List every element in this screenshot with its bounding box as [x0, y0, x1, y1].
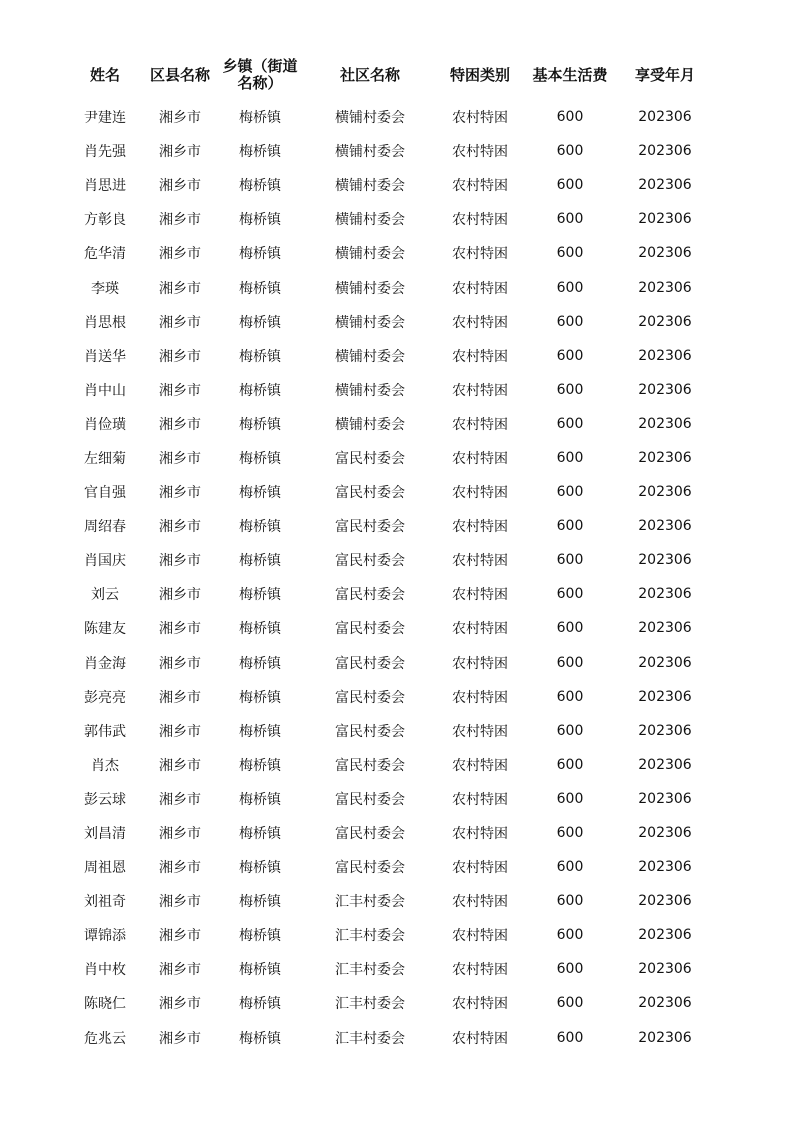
cell-county: 湘乡市 [159, 178, 201, 195]
cell-community: 富民村委会 [335, 485, 405, 502]
cell-county: 湘乡市 [159, 826, 201, 843]
cell-name: 肖先强 [84, 144, 126, 161]
cell-month: 202306 [638, 381, 692, 398]
cell-community: 富民村委会 [335, 519, 405, 536]
cell-fee: 600 [556, 825, 584, 842]
table-row [70, 202, 710, 236]
cell-county: 湘乡市 [159, 348, 201, 365]
cell-town: 梅桥镇 [239, 826, 281, 843]
cell-month: 202306 [638, 552, 692, 569]
table-row [70, 407, 710, 441]
cell-name: 肖国庆 [84, 553, 126, 570]
cell-category: 农村特困 [452, 485, 508, 502]
cell-town: 梅桥镇 [239, 246, 281, 263]
cell-town: 梅桥镇 [239, 928, 281, 945]
cell-community: 富民村委会 [335, 757, 405, 774]
cell-fee: 600 [556, 620, 584, 637]
cell-fee: 600 [556, 654, 584, 671]
cell-fee: 600 [556, 381, 584, 398]
cell-county: 湘乡市 [159, 655, 201, 672]
table-body [70, 100, 710, 1055]
cell-name: 肖俭璜 [84, 416, 126, 433]
cell-county: 湘乡市 [159, 621, 201, 638]
cell-community: 汇丰村委会 [335, 962, 405, 979]
cell-county: 湘乡市 [159, 996, 201, 1013]
cell-community: 横铺村委会 [335, 416, 405, 433]
cell-fee: 600 [556, 927, 584, 944]
cell-fee: 600 [556, 552, 584, 569]
cell-county: 湘乡市 [159, 860, 201, 877]
cell-fee: 600 [556, 1029, 584, 1046]
cell-fee: 600 [556, 518, 584, 535]
cell-name: 李瑛 [91, 280, 119, 297]
cell-county: 湘乡市 [159, 212, 201, 229]
cell-town: 梅桥镇 [239, 621, 281, 638]
cell-month: 202306 [638, 109, 692, 126]
cell-county: 湘乡市 [159, 689, 201, 706]
cell-fee: 600 [556, 586, 584, 603]
cell-county: 湘乡市 [159, 382, 201, 399]
cell-town: 梅桥镇 [239, 280, 281, 297]
table-row [70, 373, 710, 407]
cell-town: 梅桥镇 [239, 655, 281, 672]
cell-community: 横铺村委会 [335, 382, 405, 399]
cell-category: 农村特困 [452, 382, 508, 399]
cell-town: 梅桥镇 [239, 110, 281, 127]
cell-month: 202306 [638, 313, 692, 330]
cell-fee: 600 [556, 961, 584, 978]
cell-town: 梅桥镇 [239, 791, 281, 808]
cell-month: 202306 [638, 449, 692, 466]
table-row [70, 509, 710, 543]
cell-month: 202306 [638, 245, 692, 262]
cell-month: 202306 [638, 995, 692, 1012]
cell-community: 富民村委会 [335, 826, 405, 843]
cell-month: 202306 [638, 722, 692, 739]
cell-community: 横铺村委会 [335, 280, 405, 297]
cell-county: 湘乡市 [159, 280, 201, 297]
cell-category: 农村特困 [452, 587, 508, 604]
cell-name: 危华清 [84, 246, 126, 263]
cell-name: 周祖恩 [84, 860, 126, 877]
cell-month: 202306 [638, 347, 692, 364]
table-row [70, 646, 710, 680]
header-fee: 基本生活费 [532, 65, 608, 84]
cell-month: 202306 [638, 688, 692, 705]
cell-town: 梅桥镇 [239, 450, 281, 467]
cell-community: 富民村委会 [335, 587, 405, 604]
cell-town: 梅桥镇 [239, 382, 281, 399]
cell-community: 富民村委会 [335, 450, 405, 467]
cell-county: 湘乡市 [159, 416, 201, 433]
cell-name: 彭云球 [84, 791, 126, 808]
cell-county: 湘乡市 [159, 757, 201, 774]
cell-community: 汇丰村委会 [335, 996, 405, 1013]
cell-name: 尹建连 [84, 110, 126, 127]
cell-category: 农村特困 [452, 553, 508, 570]
cell-category: 农村特困 [452, 894, 508, 911]
cell-category: 农村特困 [452, 723, 508, 740]
table-row [70, 475, 710, 509]
cell-fee: 600 [556, 109, 584, 126]
cell-county: 湘乡市 [159, 791, 201, 808]
cell-fee: 600 [556, 177, 584, 194]
cell-community: 横铺村委会 [335, 314, 405, 331]
table-row [70, 1021, 710, 1055]
cell-fee: 600 [556, 688, 584, 705]
cell-county: 湘乡市 [159, 314, 201, 331]
header-row [70, 50, 710, 100]
cell-category: 农村特困 [452, 621, 508, 638]
table-row [70, 168, 710, 202]
cell-county: 湘乡市 [159, 144, 201, 161]
cell-fee: 600 [556, 449, 584, 466]
cell-community: 汇丰村委会 [335, 1030, 405, 1047]
cell-county: 湘乡市 [159, 519, 201, 536]
cell-county: 湘乡市 [159, 723, 201, 740]
roster-table [70, 50, 710, 1055]
cell-fee: 600 [556, 347, 584, 364]
cell-county: 湘乡市 [159, 894, 201, 911]
cell-fee: 600 [556, 893, 584, 910]
cell-month: 202306 [638, 518, 692, 535]
cell-county: 湘乡市 [159, 587, 201, 604]
table-row [70, 611, 710, 645]
cell-month: 202306 [638, 790, 692, 807]
cell-community: 富民村委会 [335, 860, 405, 877]
cell-category: 农村特困 [452, 212, 508, 229]
cell-category: 农村特困 [452, 110, 508, 127]
cell-name: 肖杰 [91, 757, 119, 774]
table-row [70, 782, 710, 816]
cell-category: 农村特困 [452, 860, 508, 877]
header-month: 享受年月 [634, 65, 695, 84]
cell-town: 梅桥镇 [239, 587, 281, 604]
cell-town: 梅桥镇 [239, 689, 281, 706]
cell-town: 梅桥镇 [239, 553, 281, 570]
cell-name: 刘昌清 [84, 826, 126, 843]
table-row [70, 270, 710, 304]
cell-category: 农村特困 [452, 314, 508, 331]
cell-community: 富民村委会 [335, 655, 405, 672]
table-row [70, 748, 710, 782]
cell-name: 肖金海 [84, 655, 126, 672]
cell-month: 202306 [638, 927, 692, 944]
cell-name: 陈晓仁 [84, 996, 126, 1013]
table-row [70, 986, 710, 1020]
cell-town: 梅桥镇 [239, 519, 281, 536]
cell-name: 陈建友 [84, 621, 126, 638]
cell-month: 202306 [638, 143, 692, 160]
cell-month: 202306 [638, 654, 692, 671]
cell-category: 农村特困 [452, 962, 508, 979]
table-row [70, 100, 710, 134]
cell-county: 湘乡市 [159, 1030, 201, 1047]
cell-county: 湘乡市 [159, 110, 201, 127]
table-row [70, 441, 710, 475]
cell-fee: 600 [556, 859, 584, 876]
cell-town: 梅桥镇 [239, 894, 281, 911]
header-county: 区县名称 [149, 65, 210, 84]
table-row [70, 236, 710, 270]
cell-town: 梅桥镇 [239, 314, 281, 331]
cell-name: 肖思根 [84, 314, 126, 331]
cell-name: 谭锦添 [84, 928, 126, 945]
cell-community: 横铺村委会 [335, 212, 405, 229]
cell-category: 农村特困 [452, 416, 508, 433]
cell-fee: 600 [556, 995, 584, 1012]
cell-county: 湘乡市 [159, 246, 201, 263]
cell-fee: 600 [556, 415, 584, 432]
table-row [70, 918, 710, 952]
cell-category: 农村特困 [452, 826, 508, 843]
cell-name: 左细菊 [84, 450, 126, 467]
cell-town: 梅桥镇 [239, 212, 281, 229]
cell-town: 梅桥镇 [239, 723, 281, 740]
table-header [70, 50, 710, 100]
cell-month: 202306 [638, 177, 692, 194]
cell-fee: 600 [556, 313, 584, 330]
cell-category: 农村特困 [452, 519, 508, 536]
cell-town: 梅桥镇 [239, 1030, 281, 1047]
cell-name: 肖思进 [84, 178, 126, 195]
cell-community: 横铺村委会 [335, 178, 405, 195]
cell-name: 危兆云 [84, 1030, 126, 1047]
cell-category: 农村特困 [452, 280, 508, 297]
table-row [70, 850, 710, 884]
header-category: 特困类别 [449, 65, 510, 84]
header-name: 姓名 [89, 65, 120, 84]
cell-month: 202306 [638, 756, 692, 773]
cell-month: 202306 [638, 1029, 692, 1046]
cell-town: 梅桥镇 [239, 178, 281, 195]
cell-name: 刘云 [91, 587, 119, 604]
cell-name: 彭亮亮 [84, 689, 126, 706]
cell-county: 湘乡市 [159, 928, 201, 945]
cell-category: 农村特困 [452, 791, 508, 808]
header-town-line2: 名称） [237, 74, 283, 92]
cell-month: 202306 [638, 415, 692, 432]
cell-county: 湘乡市 [159, 553, 201, 570]
cell-month: 202306 [638, 893, 692, 910]
cell-community: 汇丰村委会 [335, 928, 405, 945]
cell-fee: 600 [556, 279, 584, 296]
cell-town: 梅桥镇 [239, 485, 281, 502]
cell-town: 梅桥镇 [239, 348, 281, 365]
cell-month: 202306 [638, 620, 692, 637]
table-row [70, 714, 710, 748]
table-row [70, 816, 710, 850]
table-row [70, 884, 710, 918]
cell-month: 202306 [638, 961, 692, 978]
cell-town: 梅桥镇 [239, 144, 281, 161]
cell-county: 湘乡市 [159, 962, 201, 979]
cell-county: 湘乡市 [159, 450, 201, 467]
cell-category: 农村特困 [452, 450, 508, 467]
cell-category: 农村特困 [452, 757, 508, 774]
header-town [220, 50, 300, 100]
table-row [70, 339, 710, 373]
table-row [70, 134, 710, 168]
cell-town: 梅桥镇 [239, 416, 281, 433]
cell-category: 农村特困 [452, 246, 508, 263]
cell-community: 富民村委会 [335, 791, 405, 808]
cell-community: 横铺村委会 [335, 144, 405, 161]
cell-community: 横铺村委会 [335, 348, 405, 365]
cell-name: 肖中枚 [84, 962, 126, 979]
cell-fee: 600 [556, 484, 584, 501]
cell-category: 农村特困 [452, 178, 508, 195]
cell-name: 刘祖奇 [84, 894, 126, 911]
cell-community: 富民村委会 [335, 723, 405, 740]
cell-community: 富民村委会 [335, 553, 405, 570]
cell-category: 农村特困 [452, 996, 508, 1013]
cell-fee: 600 [556, 790, 584, 807]
cell-category: 农村特困 [452, 1030, 508, 1047]
table-row [70, 952, 710, 986]
cell-town: 梅桥镇 [239, 860, 281, 877]
cell-name: 郭伟武 [84, 723, 126, 740]
cell-name: 方彰良 [84, 212, 126, 229]
cell-county: 湘乡市 [159, 485, 201, 502]
cell-fee: 600 [556, 756, 584, 773]
cell-category: 农村特困 [452, 689, 508, 706]
cell-fee: 600 [556, 245, 584, 262]
header-town-line1: 乡镇（街道 [222, 57, 298, 75]
cell-community: 富民村委会 [335, 621, 405, 638]
cell-community: 横铺村委会 [335, 110, 405, 127]
table-row [70, 543, 710, 577]
table-row [70, 680, 710, 714]
header-community: 社区名称 [339, 65, 400, 84]
cell-community: 横铺村委会 [335, 246, 405, 263]
cell-town: 梅桥镇 [239, 996, 281, 1013]
cell-community: 汇丰村委会 [335, 894, 405, 911]
cell-community: 富民村委会 [335, 689, 405, 706]
cell-month: 202306 [638, 825, 692, 842]
cell-name: 肖中山 [84, 382, 126, 399]
cell-name: 官自强 [84, 485, 126, 502]
table-row [70, 577, 710, 611]
cell-town: 梅桥镇 [239, 757, 281, 774]
cell-month: 202306 [638, 279, 692, 296]
cell-town: 梅桥镇 [239, 962, 281, 979]
table-row [70, 305, 710, 339]
cell-month: 202306 [638, 484, 692, 501]
cell-category: 农村特困 [452, 928, 508, 945]
cell-fee: 600 [556, 211, 584, 228]
cell-name: 周绍春 [84, 519, 126, 536]
cell-month: 202306 [638, 859, 692, 876]
cell-name: 肖送华 [84, 348, 126, 365]
cell-category: 农村特困 [452, 348, 508, 365]
cell-fee: 600 [556, 143, 584, 160]
cell-category: 农村特困 [452, 655, 508, 672]
cell-category: 农村特困 [452, 144, 508, 161]
cell-fee: 600 [556, 722, 584, 739]
cell-month: 202306 [638, 586, 692, 603]
cell-month: 202306 [638, 211, 692, 228]
